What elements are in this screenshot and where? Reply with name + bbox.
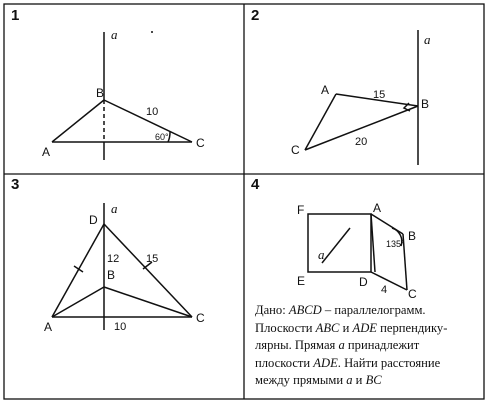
segment-DC xyxy=(104,224,192,317)
segment-BA xyxy=(52,100,104,142)
segment-AC xyxy=(305,94,336,150)
problem-statement xyxy=(255,302,477,390)
line-label: a xyxy=(424,32,431,47)
text-line-1: Дано: ABCD – параллелограмм. xyxy=(255,303,426,317)
point-label-B: B xyxy=(107,268,116,282)
length-label-BC: 10 xyxy=(146,106,159,118)
length-label-AB: 15 xyxy=(373,89,386,101)
length-label-BC: 20 xyxy=(355,136,368,148)
point-label-E: E xyxy=(297,274,306,288)
point-label-B: B xyxy=(96,86,105,100)
point-label-C: C xyxy=(196,311,205,325)
panel-number: 2 xyxy=(251,7,260,24)
length-label-DC: 15 xyxy=(146,253,159,265)
panel-number: 4 xyxy=(251,176,260,193)
point-label-C: C xyxy=(408,287,417,301)
text-line-5: между прямыми a и BC xyxy=(255,373,382,387)
point-label-C: C xyxy=(196,136,205,150)
panel-2 xyxy=(251,7,431,165)
point-label-C: C xyxy=(291,143,300,157)
line-a xyxy=(322,228,350,263)
point-label-A: A xyxy=(42,145,51,159)
length-label-DB: 12 xyxy=(107,253,120,265)
length-label-AC: 10 xyxy=(114,321,127,333)
angle-label: 60° xyxy=(155,132,169,142)
line-label: a xyxy=(318,247,325,262)
segment-DC xyxy=(371,272,407,290)
panel-3 xyxy=(11,176,205,334)
stray-dot xyxy=(151,31,153,33)
panel-4 xyxy=(251,176,417,301)
point-label-D: D xyxy=(359,275,368,289)
line-label: a xyxy=(111,201,118,216)
point-label-A: A xyxy=(44,320,53,334)
plane-ADE xyxy=(308,214,371,272)
point-label-D: D xyxy=(89,213,98,227)
panel-1 xyxy=(11,7,205,160)
panel-number: 1 xyxy=(11,7,20,24)
text-line-4: плоскости ADE. Найти расстояние xyxy=(255,355,441,370)
angle-label: 135° xyxy=(386,239,405,249)
panel-number: 3 xyxy=(11,176,20,193)
text-line-2: Плоскости ABC и ADE перпендику- xyxy=(255,320,448,335)
segment-DA xyxy=(52,224,104,317)
text-line-3: лярны. Прямая a принадлежит xyxy=(255,338,420,352)
point-label-B: B xyxy=(421,97,430,111)
length-label-DC: 4 xyxy=(381,284,388,296)
point-label-B: B xyxy=(408,229,417,243)
line-label: a xyxy=(111,27,118,42)
point-label-A: A xyxy=(373,201,382,215)
point-label-F: F xyxy=(297,203,305,217)
point-label-A: A xyxy=(321,83,330,97)
